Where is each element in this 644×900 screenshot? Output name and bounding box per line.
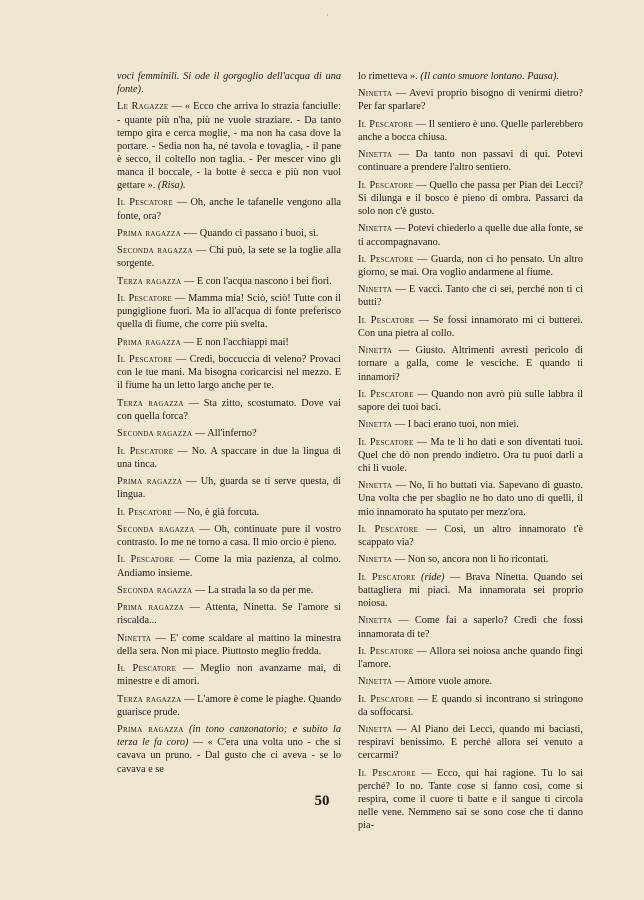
speaker-name: Il Pescatore xyxy=(117,506,172,518)
speaker-name: Il Pescatore xyxy=(358,253,414,265)
paragraph xyxy=(358,70,583,83)
stage-direction: (ride) xyxy=(421,571,445,583)
paragraph xyxy=(117,632,341,658)
speaker-name: Il Pescatore xyxy=(117,445,174,457)
dialogue-text: — Non so, ancora non li ho ricontati. xyxy=(392,554,549,566)
paragraph xyxy=(358,693,583,719)
dialogue-text: — Quando non avrò più sulle labbra il sapore dei tuoi baci. xyxy=(358,388,583,414)
dialogue-text: — L'amore è come le piaghe. Quando guarisce prude. xyxy=(117,693,342,718)
dialogue-text: — Brava Ninetta. Quando sei battagliera mi piaci. Ma innamorata sei proprio noiosa. xyxy=(358,571,584,610)
paragraph xyxy=(117,70,341,96)
speaker-name: Il Pescatore xyxy=(358,436,414,448)
top-mark: · xyxy=(326,10,329,20)
paragraph xyxy=(358,179,583,218)
speaker-name: Il Pescatore xyxy=(358,388,414,400)
paragraph xyxy=(117,336,341,349)
speaker-name: Ninetta xyxy=(358,419,393,431)
paragraph xyxy=(117,100,341,192)
paragraph xyxy=(358,118,583,144)
dialogue-text: — E con l'acqua nascono i bei fiori. xyxy=(181,275,332,287)
speaker-name: Prima ragazza xyxy=(117,602,184,614)
paragraph xyxy=(358,388,583,414)
speaker-name: Ninetta xyxy=(358,284,393,296)
speaker-name: Il Pescatore xyxy=(117,554,175,566)
dialogue-text: — Sta zitto, scostumato. Dove vai con quella forca? xyxy=(117,397,341,422)
speaker-name: Ninetta xyxy=(358,615,393,627)
dialogue-text: — Il sentiero è uno. Quelle parlerebbero anche a bocca chiusa. xyxy=(358,118,583,143)
speaker-name: Prima ragazza xyxy=(117,476,183,488)
paragraph xyxy=(117,244,341,270)
speaker-name: Il Pescatore xyxy=(117,197,173,209)
paragraph xyxy=(358,222,583,248)
dialogue-text: — Come la mia pazienza, al colmo. Andiamo insieme. xyxy=(117,554,341,579)
right-column xyxy=(358,70,583,837)
speaker-name: Terza ragazza xyxy=(117,275,182,287)
speaker-name: Il Pescatore xyxy=(358,179,414,191)
speaker-name: Il Pescatore xyxy=(358,571,416,583)
dialogue-text: — I baci erano tuoi, non miei. xyxy=(392,419,519,431)
paragraph xyxy=(358,344,583,383)
speaker-name: Terza ragazza xyxy=(117,397,184,409)
paragraph xyxy=(358,87,583,113)
dialogue-text: — Quello che passa per Pian dei Lecci? Si dilunga e il bosco è pieno di ombra. Passarci da solo non c'è gusto. xyxy=(358,179,583,218)
paragraph xyxy=(117,662,341,688)
speaker-name: Seconda ragazza xyxy=(117,428,193,440)
dialogue-text: — Oh, continuate pure il vostro contrasto. Io me ne torno a casa. Il mio orcio è pieno. xyxy=(117,523,341,549)
speaker-name: Il Pescatore xyxy=(358,314,415,326)
speaker-name: Il Pescatore xyxy=(358,767,416,779)
paragraph xyxy=(117,601,341,627)
paragraph xyxy=(117,523,341,549)
paragraph xyxy=(358,479,583,518)
dialogue-text: — E non l'acchiappi mai! xyxy=(180,336,289,348)
paragraph xyxy=(117,584,341,597)
paragraph xyxy=(117,292,341,331)
dialogue-text: — Giusto. Altrimenti avresti pericolo di tornare a galla, come le vesciche. E quando ti innamori? xyxy=(358,345,583,383)
dialogue-text: — All'inferno? xyxy=(192,428,257,440)
paragraph xyxy=(358,148,583,174)
paragraph xyxy=(117,506,341,519)
speaker-name: Prima ragazza xyxy=(117,724,184,736)
stage-direction: (Il canto smuore lontano. Pausa). xyxy=(420,71,559,82)
paragraph xyxy=(117,475,341,501)
paragraph xyxy=(117,553,341,579)
dialogue-text: — Attenta, Ninetta. Se l'amore si riscalda... xyxy=(117,602,342,627)
paragraph xyxy=(117,196,341,222)
dialogue-text: lo rimetteva ». xyxy=(358,71,421,82)
paragraph xyxy=(117,397,341,423)
speaker-name: Il Pescatore xyxy=(117,663,177,675)
dialogue-text: — Al Piano dei Lecci, quando mi baciasti, respiravi benissimo. E perché allora sei venuto a cercarmi? xyxy=(358,724,583,762)
paragraph xyxy=(117,275,341,288)
paragraph xyxy=(358,553,583,566)
speaker-name: Seconda ragazza xyxy=(117,584,193,596)
dialogue-text: — No. A spaccare in due la lingua di una tinca. xyxy=(117,445,341,470)
dialogue-text: — Così, un altro innamorato t'è scappato via? xyxy=(358,523,583,549)
dialogue-text: — Se fossi innamorato mi ci butterei. Con una pietra al collo. xyxy=(358,314,583,339)
speaker-name: Le Ragazze xyxy=(117,101,169,113)
stage-direction: voci femminili. Si ode il gorgoglio dell'acqua di una fonte) xyxy=(117,71,341,96)
paragraph xyxy=(358,253,583,279)
paragraph xyxy=(358,675,583,688)
stage-direction: (in tono canzonatorio; e subito la terza le fa coro) xyxy=(117,724,341,749)
dialogue-text: — Ecco, qui hai ragione. Tu lo sai perché? Io no. Tante cose si fanno così, come si respira, come il cuore ti batte e il sangue ti circola nelle vene. Nemmeno sai se sono cose che ti danno pia- xyxy=(358,767,583,832)
dialogue-text: — Oh, anche le tafanelle vengono alla fonte, ora? xyxy=(117,197,341,222)
dialogue-text: — Uh, guarda se ti serve questa, di lingua. xyxy=(117,476,342,501)
stage-direction: (Risa). xyxy=(157,180,186,192)
dialogue-text: — E vacci. Tanto che ci sei, perché non ti ci butti? xyxy=(358,284,583,309)
speaker-name: Il Pescatore xyxy=(358,645,414,657)
paragraph xyxy=(358,523,583,549)
paragraph xyxy=(358,723,583,762)
speaker-name: Ninetta xyxy=(358,480,393,492)
paragraph xyxy=(358,571,583,610)
dialogue-text: — Ma te li ho dati e son diventati tuoi. Quel che dò non prendo indietro. Ora tu puoi darli a chi li vuole. xyxy=(358,436,584,474)
speaker-name: Ninetta xyxy=(358,223,393,235)
page-number: 50 xyxy=(314,793,330,809)
dialogue-text: — Da tanto non passavi di qui. Potevi continuare a prendere l'altro sentiero. xyxy=(358,149,583,174)
speaker-name: Terza ragazza xyxy=(117,693,182,705)
dialogue-text: — No, è già forcuta. xyxy=(171,506,260,518)
dialogue-text: — Chi può, la sete se la toglie alla sorgente. xyxy=(117,245,341,270)
speaker-name: Il Pescatore xyxy=(117,293,173,305)
paragraph xyxy=(358,436,583,475)
speaker-name: Ninetta xyxy=(358,149,393,161)
dialogue-text: — Meglio non avanzarne mai, di minestre e di amori. xyxy=(117,663,342,688)
speaker-name: Prima ragazza xyxy=(117,336,181,348)
paragraph xyxy=(117,445,341,471)
paragraph xyxy=(117,693,341,719)
paragraph xyxy=(117,227,341,240)
speaker-name: Ninetta xyxy=(358,554,393,566)
speaker-name: Il Pescatore xyxy=(358,693,414,705)
paragraph xyxy=(358,314,583,340)
dialogue-text: -— Quando ci passano i buoi, sì. xyxy=(180,227,319,239)
paragraph xyxy=(358,283,583,309)
paragraph xyxy=(358,645,583,671)
dialogue-text: — Guarda, non ci ho pensato. Un altro giorno, se mai. Ora voglio andarmene al fiume. xyxy=(358,253,583,278)
dialogue-text: — E' come scaldare al mattino la minestra della sera. Non mi piace. Piuttosto meglio fredda. xyxy=(117,632,341,657)
speaker-name: Il Pescatore xyxy=(358,118,413,130)
speaker-name: Ninetta xyxy=(358,724,393,736)
speaker-name: Seconda ragazza xyxy=(117,245,193,257)
dialogue-text: — Avevi proprio bisogno di venirmi dietro? Per far sparlare? xyxy=(358,88,583,113)
dialogue-text: — « Ecco che arriva lo strazia fanciulle: - quante più n'ha, più ne vuole straziare. - Da tanto tempo gira e cerca moglie, - ma non ha casa dove la portare. - Sedia non ha, né tavola e tovaglia, - il pane è secco, il coltello non taglia. - Per mescer vino gli manca il boccale, - la botte è secca e più non vuol gettare ». xyxy=(117,101,341,192)
speaker-name: Ninetta xyxy=(358,676,393,688)
dialogue-text: — Allora sei noiosa anche quando fingi l'amore. xyxy=(358,645,583,670)
dialogue-text: — Amore vuole amore. xyxy=(392,676,493,688)
dialogue-text: — La strada la so da per me. xyxy=(192,584,314,596)
speaker-name: Ninetta xyxy=(358,88,393,100)
paragraph xyxy=(358,614,583,640)
dialogue-text: — Credi, boccuccia di veleno? Provaci con le tue mani. Ma bisogna coricarcisi nel mezzo. E il fiume ha un letto largo anche per te. xyxy=(117,354,341,392)
dialogue-text: — E quando si incontrano si stringono da soffocarsi. xyxy=(358,693,584,718)
paragraph xyxy=(358,418,583,431)
dialogue-text: — « C'era una volta uno - che si cavava un pruno. - Dal gusto che ci aveva - se lo cavava e se xyxy=(117,737,341,775)
paragraph xyxy=(117,427,341,440)
speaker-name: Ninetta xyxy=(117,632,152,644)
dialogue-text: . xyxy=(141,84,144,96)
speaker-name: Il Pescatore xyxy=(358,523,419,535)
speaker-name: Prima ragazza xyxy=(117,227,181,239)
left-column xyxy=(117,70,341,780)
dialogue-text: — Potevi chiederlo a quelle due alla fonte, se ti accompagnavano. xyxy=(358,223,583,248)
paragraph xyxy=(117,353,341,392)
dialogue-text: — Come fai a saperlo? Credi che fossi innamorata di te? xyxy=(358,615,583,640)
speaker-name: Ninetta xyxy=(358,345,393,357)
speaker-name: Seconda ragazza xyxy=(117,523,195,535)
speaker-name: Il Pescatore xyxy=(117,354,173,366)
paragraph xyxy=(117,723,341,775)
dialogue-text: — No, li ho buttati via. Sapevano di guasto. Una volta che per sbaglio ne ho dato uno di quelli, il mio innamorato ha sputato per mezz'ora. xyxy=(358,480,583,518)
dialogue-text: — Mamma mia! Sciò, sciò! Tutte con il pungiglione fuori. Ma io all'acqua di fonte preferisco quella di fiume, che corre più svelta. xyxy=(117,293,341,331)
